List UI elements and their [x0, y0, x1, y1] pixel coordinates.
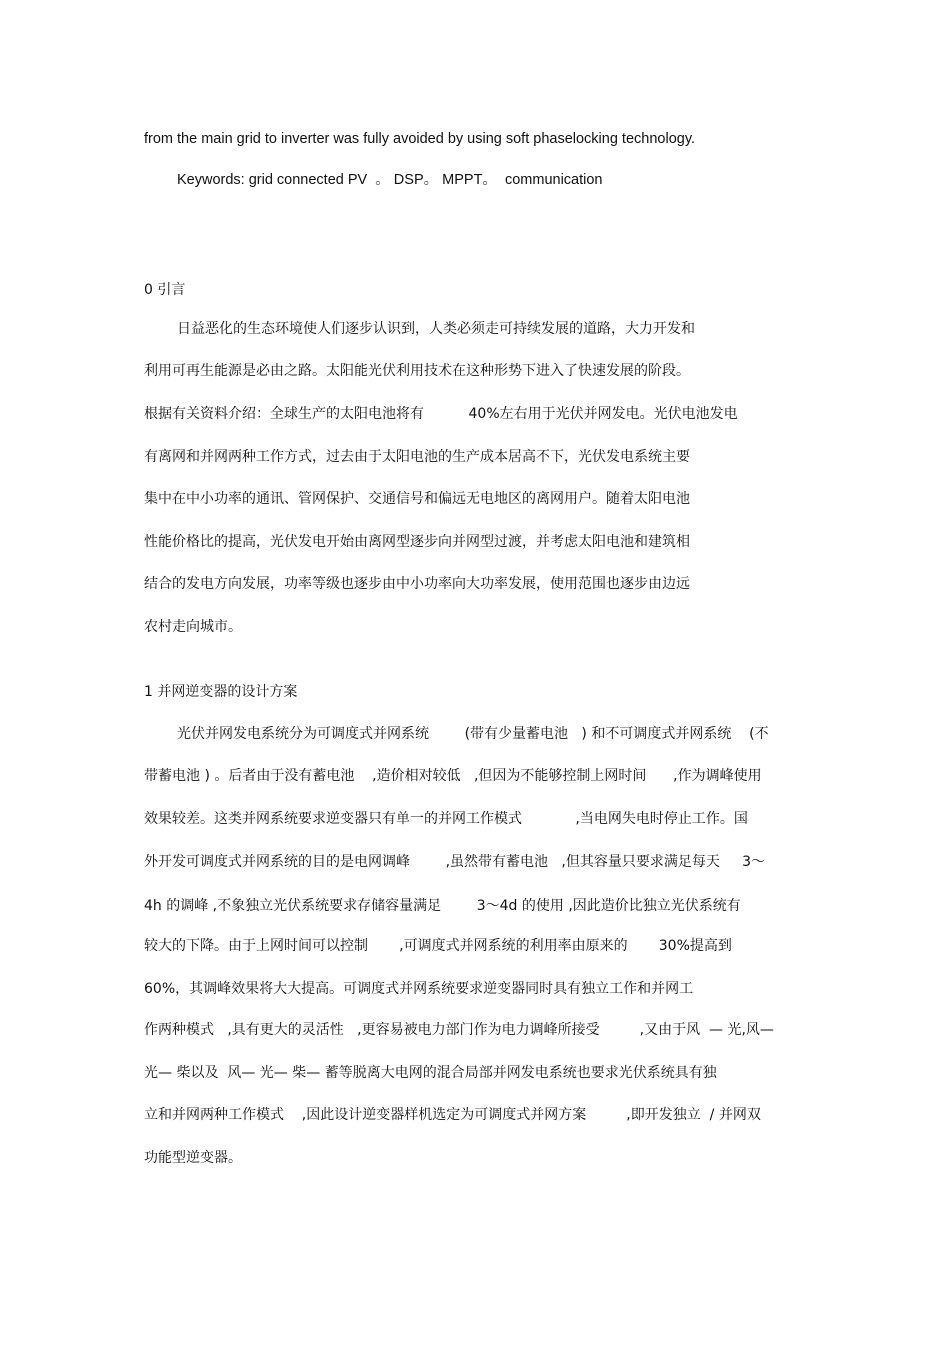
paragraph-line: 集中在中小功率的通讯、管网保护、交通信号和偏远无电地区的离网用户。随着太阳电池: [144, 491, 690, 507]
paragraph-line: 光伏并网发电系统分为可调度式并网系统 (带有少量蓄电池 ) 和不可调度式并网系统 (不: [177, 726, 769, 742]
paragraph-line: 带蓄电池 ) 。后者由于没有蓄电池 ,造价相对较低 ,但因为不能够控制上网时间 ,作为调峰使用: [144, 768, 762, 784]
paragraph-line: 4h 的调峰 ,不象独立光伏系统要求存储容量满足 3～4d 的使用 ,因此造价比独立光伏系统有: [144, 898, 741, 914]
paragraph-line: 立和并网两种工作模式 ,因此设计逆变器样机选定为可调度式并网方案 ,即开发独立 / 并网双: [144, 1107, 761, 1123]
section-0-heading: 0 引言: [144, 282, 186, 298]
paragraph-line: 60%，其调峰效果将大大提高。可调度式并网系统要求逆变器同时具有独立工作和并网工: [144, 981, 694, 997]
paragraph-line: 效果较差。这类并网系统要求逆变器只有单一的并网工作模式 ,当电网失电时停止工作。国: [144, 811, 748, 827]
paragraph-line: 农村走向城市。: [144, 619, 242, 635]
paragraph-line: 功能型逆变器。: [144, 1150, 242, 1166]
paragraph-line: 外开发可调度式并网系统的目的是电网调峰 ,虽然带有蓄电池 ,但其容量只要求满足每天 3～: [144, 854, 766, 870]
paragraph-line: 根据有关资料介绍：全球生产的太阳电池将有 40%左右用于光伏并网发电。光伏电池发电: [144, 406, 738, 422]
paragraph-line: 性能价格比的提高，光伏发电开始由离网型逐步向并网型过渡，并考虑太阳电池和建筑相: [144, 534, 690, 550]
paragraph-line: 作两种模式 ,具有更大的灵活性 ,更容易被电力部门作为电力调峰所接受 ,又由于风 — 光,风—: [144, 1022, 774, 1038]
paragraph-line: 光— 柴以及 风— 光— 柴— 蓄等脱离大电网的混合局部并网发电系统也要求光伏系统具有独: [144, 1065, 717, 1081]
keywords-line: Keywords: grid connected PV 。 DSP。 MPPT。 communication: [177, 172, 603, 188]
section-1-heading: 1 并网逆变器的设计方案: [144, 684, 298, 700]
paragraph-line: 较大的下降。由于上网时间可以控制 ,可调度式并网系统的利用率由原来的 30%提高到: [144, 938, 732, 954]
paragraph-line: 日益恶化的生态环境使人们逐步认识到，人类必须走可持续发展的道路，大力开发和: [177, 321, 695, 337]
abstract-tail-line: from the main grid to inverter was fully avoided by using soft phaselocking technology.: [144, 131, 696, 147]
paragraph-line: 利用可再生能源是必由之路。太阳能光伏利用技术在这种形势下进入了快速发展的阶段。: [144, 363, 690, 379]
paragraph-line: 结合的发电方向发展，功率等级也逐步由中小功率向大功率发展，使用范围也逐步由边远: [144, 576, 690, 592]
paragraph-line: 有离网和并网两种工作方式，过去由于太阳电池的生产成本居高不下，光伏发电系统主要: [144, 449, 690, 465]
